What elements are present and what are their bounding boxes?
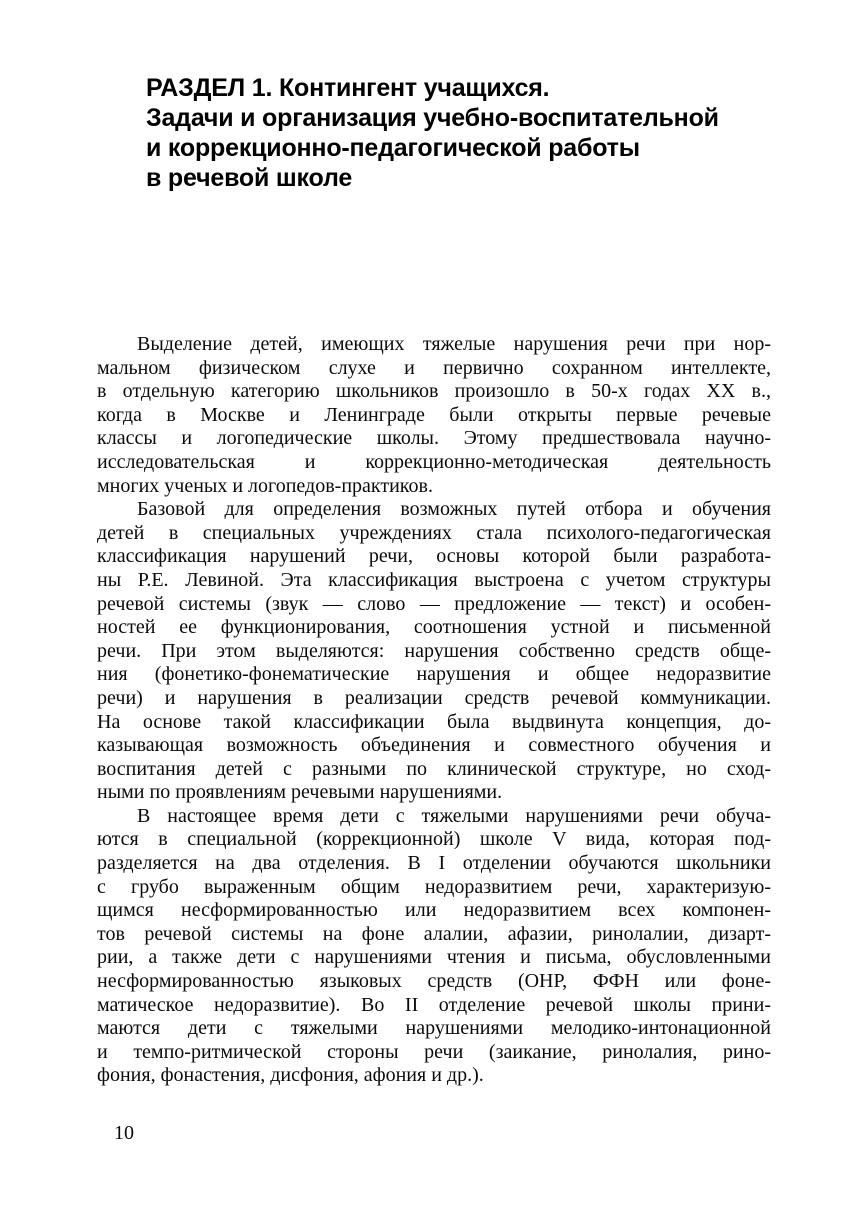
text-line: маются дети с тяжелыми нарушениями мелодико-интонационной [97, 1017, 771, 1040]
text-line: рии, а также дети с нарушениями чтения и письма, обусловленными [97, 946, 771, 969]
text-line: речевой системы (звук — слово — предложение — текст) и особен- [97, 592, 771, 615]
text-line: Выделение детей, имеющих тяжелые нарушения речи при нор- [137, 333, 771, 355]
page-number: 10 [114, 1122, 134, 1144]
text-line: ются в специальной (коррекционной) школе V вида, которая под- [97, 828, 771, 851]
text-line: многих ученых и логопедов-практиков. [97, 474, 433, 497]
text-line: фония, фонастения, дисфония, афония и др.). [97, 1064, 484, 1087]
paragraph [97, 805, 771, 1088]
body-text [97, 333, 771, 1088]
heading-line: и коррекционно-педагогической работы [146, 133, 640, 162]
section-heading [146, 73, 796, 193]
text-line: когда в Москве и Ленинграде были открыты первые речевые [97, 403, 771, 426]
text-line: детей в специальных учреждениях стала психолого-педагогическая [97, 521, 771, 544]
text-line: В настоящее время дети с тяжелыми нарушениями речи обуча- [137, 804, 771, 827]
text-line: казывающая возможность объединения и совместного обучения и [97, 734, 771, 757]
text-line: несформированностью языковых средств (ОНР, ФФН или фоне- [97, 970, 771, 993]
heading-line: РАЗДЕЛ 1. Контингент учащихся. [146, 73, 550, 102]
text-line: воспитания детей с разными по клинической структуре, но сход- [97, 757, 771, 780]
text-line: ния (фонетико-фонематические нарушения и общее недоразвитие [97, 663, 771, 686]
text-line: с грубо выраженным общим недоразвитием речи, характеризую- [97, 875, 771, 898]
heading-line: Задачи и организация учебно-воспитательной [146, 103, 719, 132]
text-line: речи. При этом выделяются: нарушения собственно средств обще- [97, 639, 771, 662]
heading-line: в речевой школе [146, 163, 353, 192]
text-line: в отдельную категорию школьников произошло в 50-х годах XX в., [97, 380, 771, 403]
text-line: Базовой для определения возможных путей отбора и обучения [137, 498, 771, 521]
text-line: ностей ее функционирования, соотношения устной и письменной [97, 616, 771, 639]
text-line: исследовательская и коррекционно-методическая деятельность [97, 450, 771, 473]
text-line: ны Р.Е. Левиной. Эта классификация выстроена с учетом структуры [97, 568, 771, 591]
paragraph [97, 498, 771, 805]
text-line: На основе такой классификации была выдвинута концепция, до- [97, 710, 771, 733]
text-line: разделяется на два отделения. В I отделении обучаются школьники [97, 852, 771, 875]
text-line: щимся несформированностью или недоразвитием всех компонен- [97, 899, 771, 922]
text-line: речи) и нарушения в реализации средств речевой коммуникации. [97, 686, 771, 709]
paragraph [97, 333, 771, 498]
text-line: тов речевой системы на фоне алалии, афазии, ринолалии, дизарт- [97, 922, 771, 945]
text-line: и темпо-ритмической стороны речи (заикание, ринолалия, рино- [97, 1040, 771, 1063]
text-line: матическое недоразвитие). Во II отделение речевой школы прини- [97, 993, 771, 1016]
text-line: ными по проявлениям речевыми нарушениями. [97, 781, 503, 804]
text-line: классы и логопедические школы. Этому предшествовала научно- [97, 427, 771, 450]
text-line: классификация нарушений речи, основы которой были разработа- [97, 545, 771, 568]
text-line: мальном физическом слухе и первично сохранном интеллекте, [97, 356, 771, 379]
